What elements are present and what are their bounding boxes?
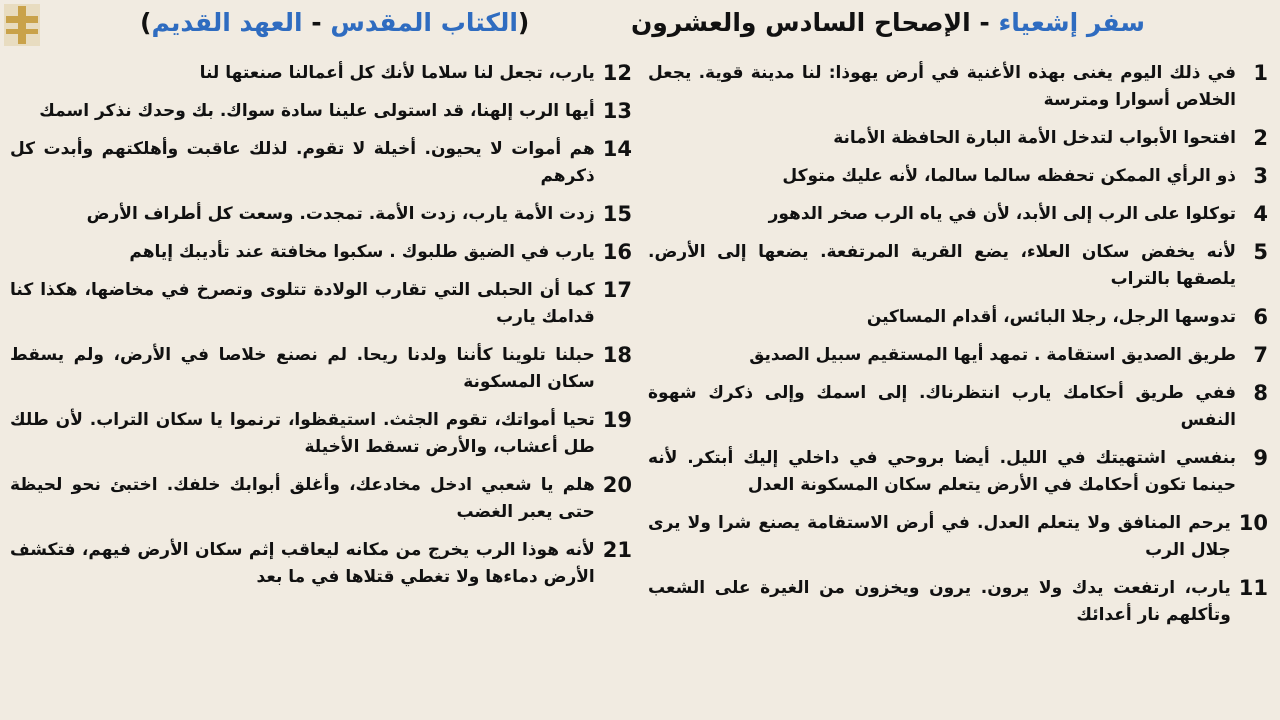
verse-row [648, 380, 1268, 434]
verse-number: 9 [1253, 446, 1268, 470]
verse-row [648, 510, 1268, 564]
verse-row [648, 304, 1268, 331]
verse-number: 6 [1253, 305, 1268, 329]
verse-number: 4 [1253, 202, 1268, 226]
verse-text: يارب، ارتفعت يدك ولا يرون. يرون ويخزون من الغيرة على الشعب وتأكلهم نار أعدائك [648, 578, 1231, 625]
verse-row [10, 239, 632, 266]
verse-number: 21 [602, 538, 632, 562]
verse-row [10, 277, 632, 331]
verse-number: 10 [1238, 511, 1268, 535]
verse-row [648, 163, 1268, 190]
verse-number: 14 [602, 137, 632, 161]
verse-number: 18 [602, 343, 632, 367]
bible-label: الكتاب المقدس [330, 8, 518, 37]
chapter-title [631, 8, 1145, 37]
verse-text: لأنه هوذا الرب يخرج من مكانه ليعاقب إثم سكان الأرض فيهم، فتكشف الأرض دماءها ولا تغطي قتلاها في ما بعد [10, 540, 595, 587]
verse-row [648, 60, 1268, 114]
verse-row [648, 239, 1268, 293]
verse-text: لأنه يخفض سكان العلاء، يضع القرية المرتفعة. يضعها إلى الأرض. يلصقها بالتراب [648, 242, 1236, 289]
verse-text: طريق الصديق استقامة . تمهد أيها المستقيم سبيل الصديق [749, 345, 1236, 365]
verse-text: زدت الأمة يارب، زدت الأمة. تمجدت. وسعت كل أطراف الأرض [86, 204, 595, 224]
verse-text: يارب في الضيق طلبوك . سكبوا مخافتة عند تأديبك إياهم [129, 242, 595, 262]
verse-text: كما أن الحبلى التي تقارب الولادة تتلوى وتصرخ في مخاضها، هكذا كنا قدامك يارب [10, 280, 595, 327]
verse-number: 19 [602, 408, 632, 432]
verse-number: 7 [1253, 343, 1268, 367]
verse-text: أيها الرب إلهنا، قد استولى علينا سادة سواك. بك وحدك نذكر اسمك [39, 101, 595, 121]
verse-text: تدوسها الرجل، رجلا البائس، أقدام المساكين [866, 307, 1236, 327]
testament-label: العهد القديم [151, 8, 303, 37]
verse-number: 15 [602, 202, 632, 226]
bible-title: (الكتاب المقدس - العهد القديم) [140, 8, 530, 37]
verse-text: تحيا أمواتك، تقوم الجثث. استيقظوا، ترنموا يا سكان التراب. لأن طلك طل أعشاب، والأرض تسقط الأخيلة [10, 410, 595, 457]
verse-row [648, 201, 1268, 228]
left-verse-column [10, 60, 632, 602]
verse-text: افتحوا الأبواب لتدخل الأمة البارة الحافظة الأمانة [833, 128, 1236, 148]
verse-row [10, 472, 632, 526]
verse-number: 2 [1253, 126, 1268, 150]
cross-logo-icon [4, 4, 40, 46]
verse-row [10, 342, 632, 396]
verse-row [10, 136, 632, 190]
verse-text: بنفسي اشتهيتك في الليل. أيضا بروحي في داخلي إليك أبتكر. لأنه حينما تكون أحكامك في الأرض يتعلم سكان المسكونة العدل [648, 448, 1236, 495]
verse-text: في ذلك اليوم يغنى بهذه الأغنية في أرض يهوذا: لنا مدينة قوية. يجعل الخلاص أسوارا ومترسة [648, 63, 1236, 110]
verse-number: 16 [602, 240, 632, 264]
book-name: سفر إشعياء [998, 8, 1145, 37]
verse-text: ففي طريق أحكامك يارب انتظرناك. إلى اسمك وإلى ذكرك شهوة النفس [648, 383, 1236, 430]
verse-number: 8 [1253, 381, 1268, 405]
right-verse-column [648, 60, 1268, 640]
verse-row [648, 342, 1268, 369]
verse-text: توكلوا على الرب إلى الأبد، لأن في ياه الرب صخر الدهور [768, 204, 1236, 224]
verse-row [10, 60, 632, 87]
verse-text: هلم يا شعبي ادخل مخادعك، وأغلق أبوابك خلفك. اختبئ نحو لحيظة حتى يعبر الغضب [10, 475, 595, 522]
verse-number: 11 [1238, 576, 1268, 600]
verse-text: يرحم المنافق ولا يتعلم العدل. في أرض الاستقامة يصنع شرا ولا يرى جلال الرب [648, 513, 1231, 560]
verse-row [10, 407, 632, 461]
verse-row [10, 98, 632, 125]
verse-number: 3 [1253, 164, 1268, 188]
verse-number: 1 [1253, 61, 1268, 85]
verse-row [648, 445, 1268, 499]
verse-number: 5 [1253, 240, 1268, 264]
verse-row [648, 575, 1268, 629]
verse-row [10, 537, 632, 591]
chapter-name: - الإصحاح السادس والعشرون [630, 8, 990, 37]
verse-text: ذو الرأي الممكن تحفظه سالما سالما، لأنه عليك متوكل [782, 166, 1236, 186]
verse-text: هم أموات لا يحيون. أخيلة لا تقوم. لذلك عاقبت وأهلكتهم وأبدت كل ذكرهم [10, 139, 595, 186]
header [0, 0, 1280, 50]
verse-text: يارب، تجعل لنا سلاما لأنك كل أعمالنا صنعتها لنا [199, 63, 595, 83]
verse-text: حبلنا تلوينا كأننا ولدنا ريحا. لم نصنع خلاصا في الأرض، ولم يسقط سكان المسكونة [10, 345, 595, 392]
verse-number: 13 [602, 99, 632, 123]
verse-row [648, 125, 1268, 152]
verse-number: 20 [602, 473, 632, 497]
verse-number: 12 [602, 61, 632, 85]
verse-number: 17 [602, 278, 632, 302]
verse-row [10, 201, 632, 228]
